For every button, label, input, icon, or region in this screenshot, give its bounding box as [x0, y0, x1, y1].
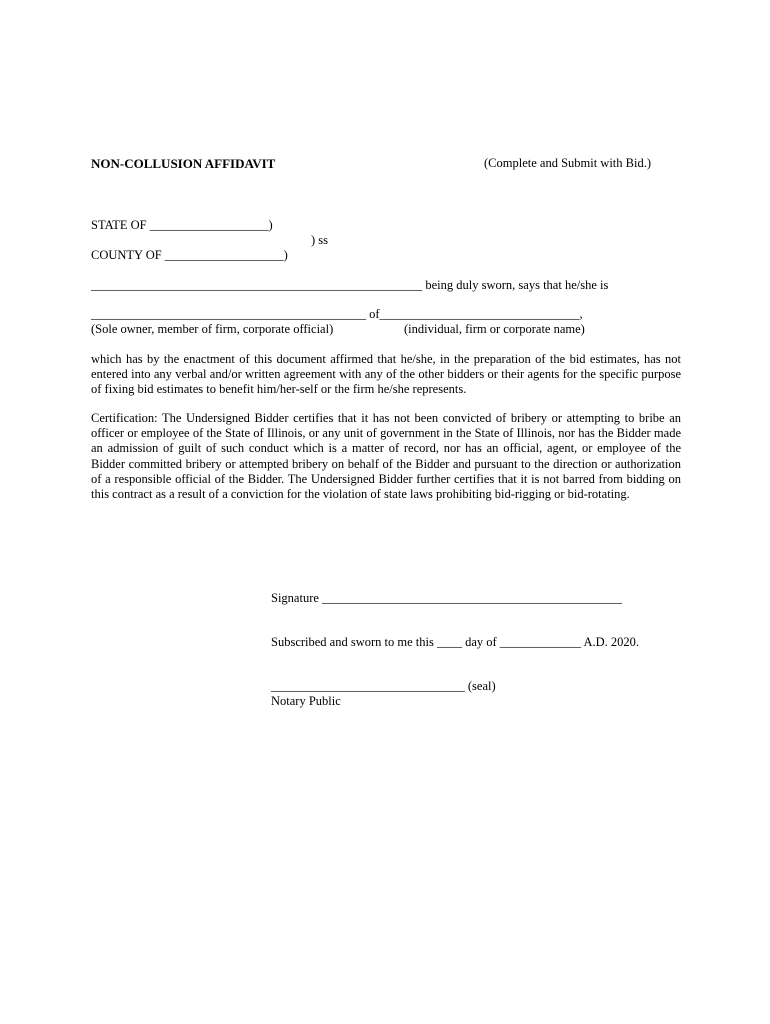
- affiant-role-line: ____________________________________________ of________________________________,: [91, 307, 583, 321]
- document-title: NON-COLLUSION AFFIDAVIT: [91, 156, 276, 171]
- submission-instruction: (Complete and Submit with Bid.): [484, 156, 652, 170]
- role-caption: (Sole owner, member of firm, corporate official): [91, 322, 334, 336]
- ss-mark: ) ss: [311, 233, 329, 247]
- county-of-line: COUNTY OF ___________________): [91, 248, 288, 262]
- affidavit-statement: which has by the enactment of this document affirmed that he/she, in the preparation of the bid estimates, has not entered into any verbal and/or written agreement with any of the other bidders or their agents for the specific purpose of fixing bid estimates to benefit him/her-self or the firm he/she represents.: [91, 352, 681, 397]
- signature-line: Signature ________________________________________________: [271, 591, 623, 605]
- affiant-sworn-line: _____________________________________________________ being duly sworn, says that he/she is: [91, 278, 609, 292]
- notary-public-label: Notary Public: [271, 694, 341, 708]
- notary-seal-line: _______________________________ (seal): [271, 679, 496, 693]
- state-of-line: STATE OF ___________________): [91, 218, 273, 232]
- certification-paragraph: Certification: The Undersigned Bidder certifies that it has not been convicted of bribery or attempting to bribe an officer or employee of the State of Illinois, or any unit of government in the State of Illinois, nor has the Bidder made an admission of guilt of such conduct which is a matter of record, nor has an official, agent, or employee of the Bidder committed bribery or attempted bribery on behalf of the Bidder and pursuant to the direction or authorization of a responsible official of the Bidder. The Undersigned Bidder further certifies that it is not barred from bidding on this contract as a result of a conviction for the violation of state laws prohibiting bid-rigging or bid-rotating.: [91, 411, 681, 502]
- subscribed-sworn-line: Subscribed and sworn to me this ____ day of _____________ A.D. 2020.: [271, 635, 640, 649]
- firm-caption: (individual, firm or corporate name): [404, 322, 585, 336]
